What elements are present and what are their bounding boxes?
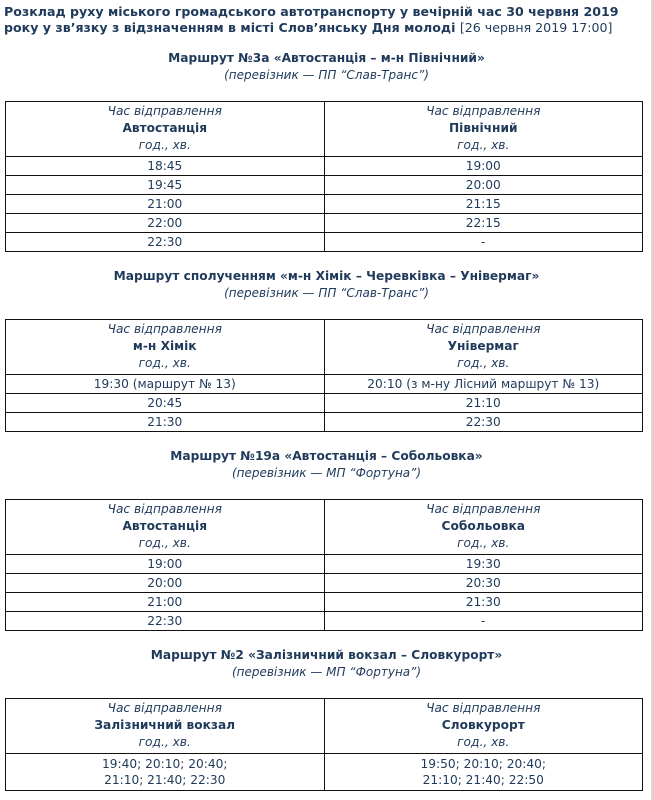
time-cell: 20:00 bbox=[324, 176, 643, 195]
stop-name: Північний bbox=[448, 121, 518, 135]
departure-label: Час відправлення bbox=[426, 322, 541, 336]
time-cell bbox=[6, 754, 325, 791]
time-cell: 22:15 bbox=[324, 214, 643, 233]
time-cell: 21:00 bbox=[6, 593, 325, 612]
schedule-table bbox=[5, 499, 643, 631]
table-row bbox=[6, 195, 643, 214]
time-cell: 18:45 bbox=[6, 157, 325, 176]
time-line: 21:10; 21:40; 22:50 bbox=[422, 773, 544, 787]
route-carrier: (перевізник — МП “Фортуна”) bbox=[231, 665, 422, 679]
table-row bbox=[6, 555, 643, 574]
unit-label: год., хв. bbox=[457, 138, 510, 152]
table-header-row bbox=[6, 320, 643, 375]
table-row bbox=[6, 593, 643, 612]
table-row bbox=[6, 754, 643, 791]
header-cell-left bbox=[6, 699, 325, 754]
time-cell: 20:45 bbox=[6, 394, 325, 413]
table-row bbox=[6, 157, 643, 176]
time-cell: 21:00 bbox=[6, 195, 325, 214]
stop-name: Універмаг bbox=[447, 339, 519, 353]
stop-name: м-н Хімік bbox=[132, 339, 197, 353]
route-carrier: (перевізник — ПП “Слав-Транс”) bbox=[224, 286, 429, 300]
table-header-row bbox=[6, 500, 643, 555]
table-row bbox=[6, 176, 643, 195]
route-block bbox=[0, 647, 653, 791]
route-carrier: (перевізник — МП “Фортуна”) bbox=[231, 466, 422, 480]
time-cell: 19:00 bbox=[324, 157, 643, 176]
stop-name: Собольовка bbox=[441, 519, 525, 533]
departure-label: Час відправлення bbox=[107, 701, 222, 715]
stop-name: Автостанція bbox=[122, 519, 208, 533]
stop-name: Залізничний вокзал bbox=[94, 718, 236, 732]
route-title: Маршрут №2 «Залізничний вокзал – Словкурорт» bbox=[150, 648, 503, 662]
unit-label: год., хв. bbox=[138, 138, 191, 152]
schedule-table bbox=[5, 319, 643, 432]
route-block bbox=[0, 50, 653, 252]
departure-label: Час відправлення bbox=[107, 502, 222, 516]
time-cell: 22:30 bbox=[6, 233, 325, 252]
time-line: 19:40; 20:10; 20:40; bbox=[102, 757, 228, 771]
table-row bbox=[6, 233, 643, 252]
time-line: 19:50; 20:10; 20:40; bbox=[420, 757, 546, 771]
header-cell-right bbox=[324, 500, 643, 555]
table-row bbox=[6, 214, 643, 233]
header-cell-right bbox=[324, 102, 643, 157]
table-header-row bbox=[6, 699, 643, 754]
departure-label: Час відправлення bbox=[107, 322, 222, 336]
header-cell-left bbox=[6, 500, 325, 555]
time-cell: 21:30 bbox=[324, 593, 643, 612]
time-cell: 22:30 bbox=[6, 612, 325, 631]
departure-label: Час відправлення bbox=[426, 502, 541, 516]
table-header-row bbox=[6, 102, 643, 157]
header-cell-right bbox=[324, 699, 643, 754]
time-cell: 20:00 bbox=[6, 574, 325, 593]
unit-label: год., хв. bbox=[138, 356, 191, 370]
route-block bbox=[0, 448, 653, 631]
publish-timestamp: [26 червня 2019 17:00] bbox=[459, 20, 613, 35]
route-carrier: (перевізник — ПП “Слав-Транс”) bbox=[224, 68, 429, 82]
time-cell: 20:30 bbox=[324, 574, 643, 593]
time-cell: - bbox=[324, 612, 643, 631]
departure-label: Час відправлення bbox=[426, 701, 541, 715]
time-cell: 21:30 bbox=[6, 413, 325, 432]
stop-name: Автостанція bbox=[122, 121, 208, 135]
unit-label: год., хв. bbox=[138, 735, 191, 749]
route-title: Маршрут сполученням «м-н Хімік – Черевківка – Універмаг» bbox=[113, 269, 540, 283]
table-row bbox=[6, 612, 643, 631]
time-cell: 22:00 bbox=[6, 214, 325, 233]
schedule-table bbox=[5, 698, 643, 791]
route-block bbox=[0, 268, 653, 432]
unit-label: год., хв. bbox=[457, 356, 510, 370]
time-cell: 20:10 (з м-ну Лісний маршрут № 13) bbox=[324, 375, 643, 394]
schedule-table bbox=[5, 101, 643, 252]
unit-label: год., хв. bbox=[138, 536, 191, 550]
route-title: Маршрут №3а «Автостанція – м-н Північний» bbox=[168, 51, 485, 65]
time-cell bbox=[324, 754, 643, 791]
time-cell: 19:00 bbox=[6, 555, 325, 574]
departure-label: Час відправлення bbox=[107, 104, 222, 118]
table-row bbox=[6, 394, 643, 413]
table-row bbox=[6, 375, 643, 394]
unit-label: год., хв. bbox=[457, 536, 510, 550]
time-cell: 19:30 (маршрут № 13) bbox=[6, 375, 325, 394]
header-cell-left bbox=[6, 102, 325, 157]
departure-label: Час відправлення bbox=[426, 104, 541, 118]
time-cell: 19:30 bbox=[324, 555, 643, 574]
page-heading bbox=[0, 0, 653, 36]
table-row bbox=[6, 574, 643, 593]
stop-name: Словкурорт bbox=[441, 718, 525, 732]
time-cell: - bbox=[324, 233, 643, 252]
time-cell: 19:45 bbox=[6, 176, 325, 195]
time-cell: 21:15 bbox=[324, 195, 643, 214]
heading-text: Розклад руху міського громадського автотранспорту у вечірній час 30 червня 2019 року у зв’язку з відзначенням в місті Слов’янську Дня молоді bbox=[4, 4, 619, 35]
time-cell: 21:10 bbox=[324, 394, 643, 413]
header-cell-right bbox=[324, 320, 643, 375]
time-line: 21:10; 21:40; 22:30 bbox=[104, 773, 226, 787]
unit-label: год., хв. bbox=[457, 735, 510, 749]
table-row bbox=[6, 413, 643, 432]
time-cell: 22:30 bbox=[324, 413, 643, 432]
route-title: Маршрут №19а «Автостанція – Собольовка» bbox=[170, 449, 483, 463]
header-cell-left bbox=[6, 320, 325, 375]
